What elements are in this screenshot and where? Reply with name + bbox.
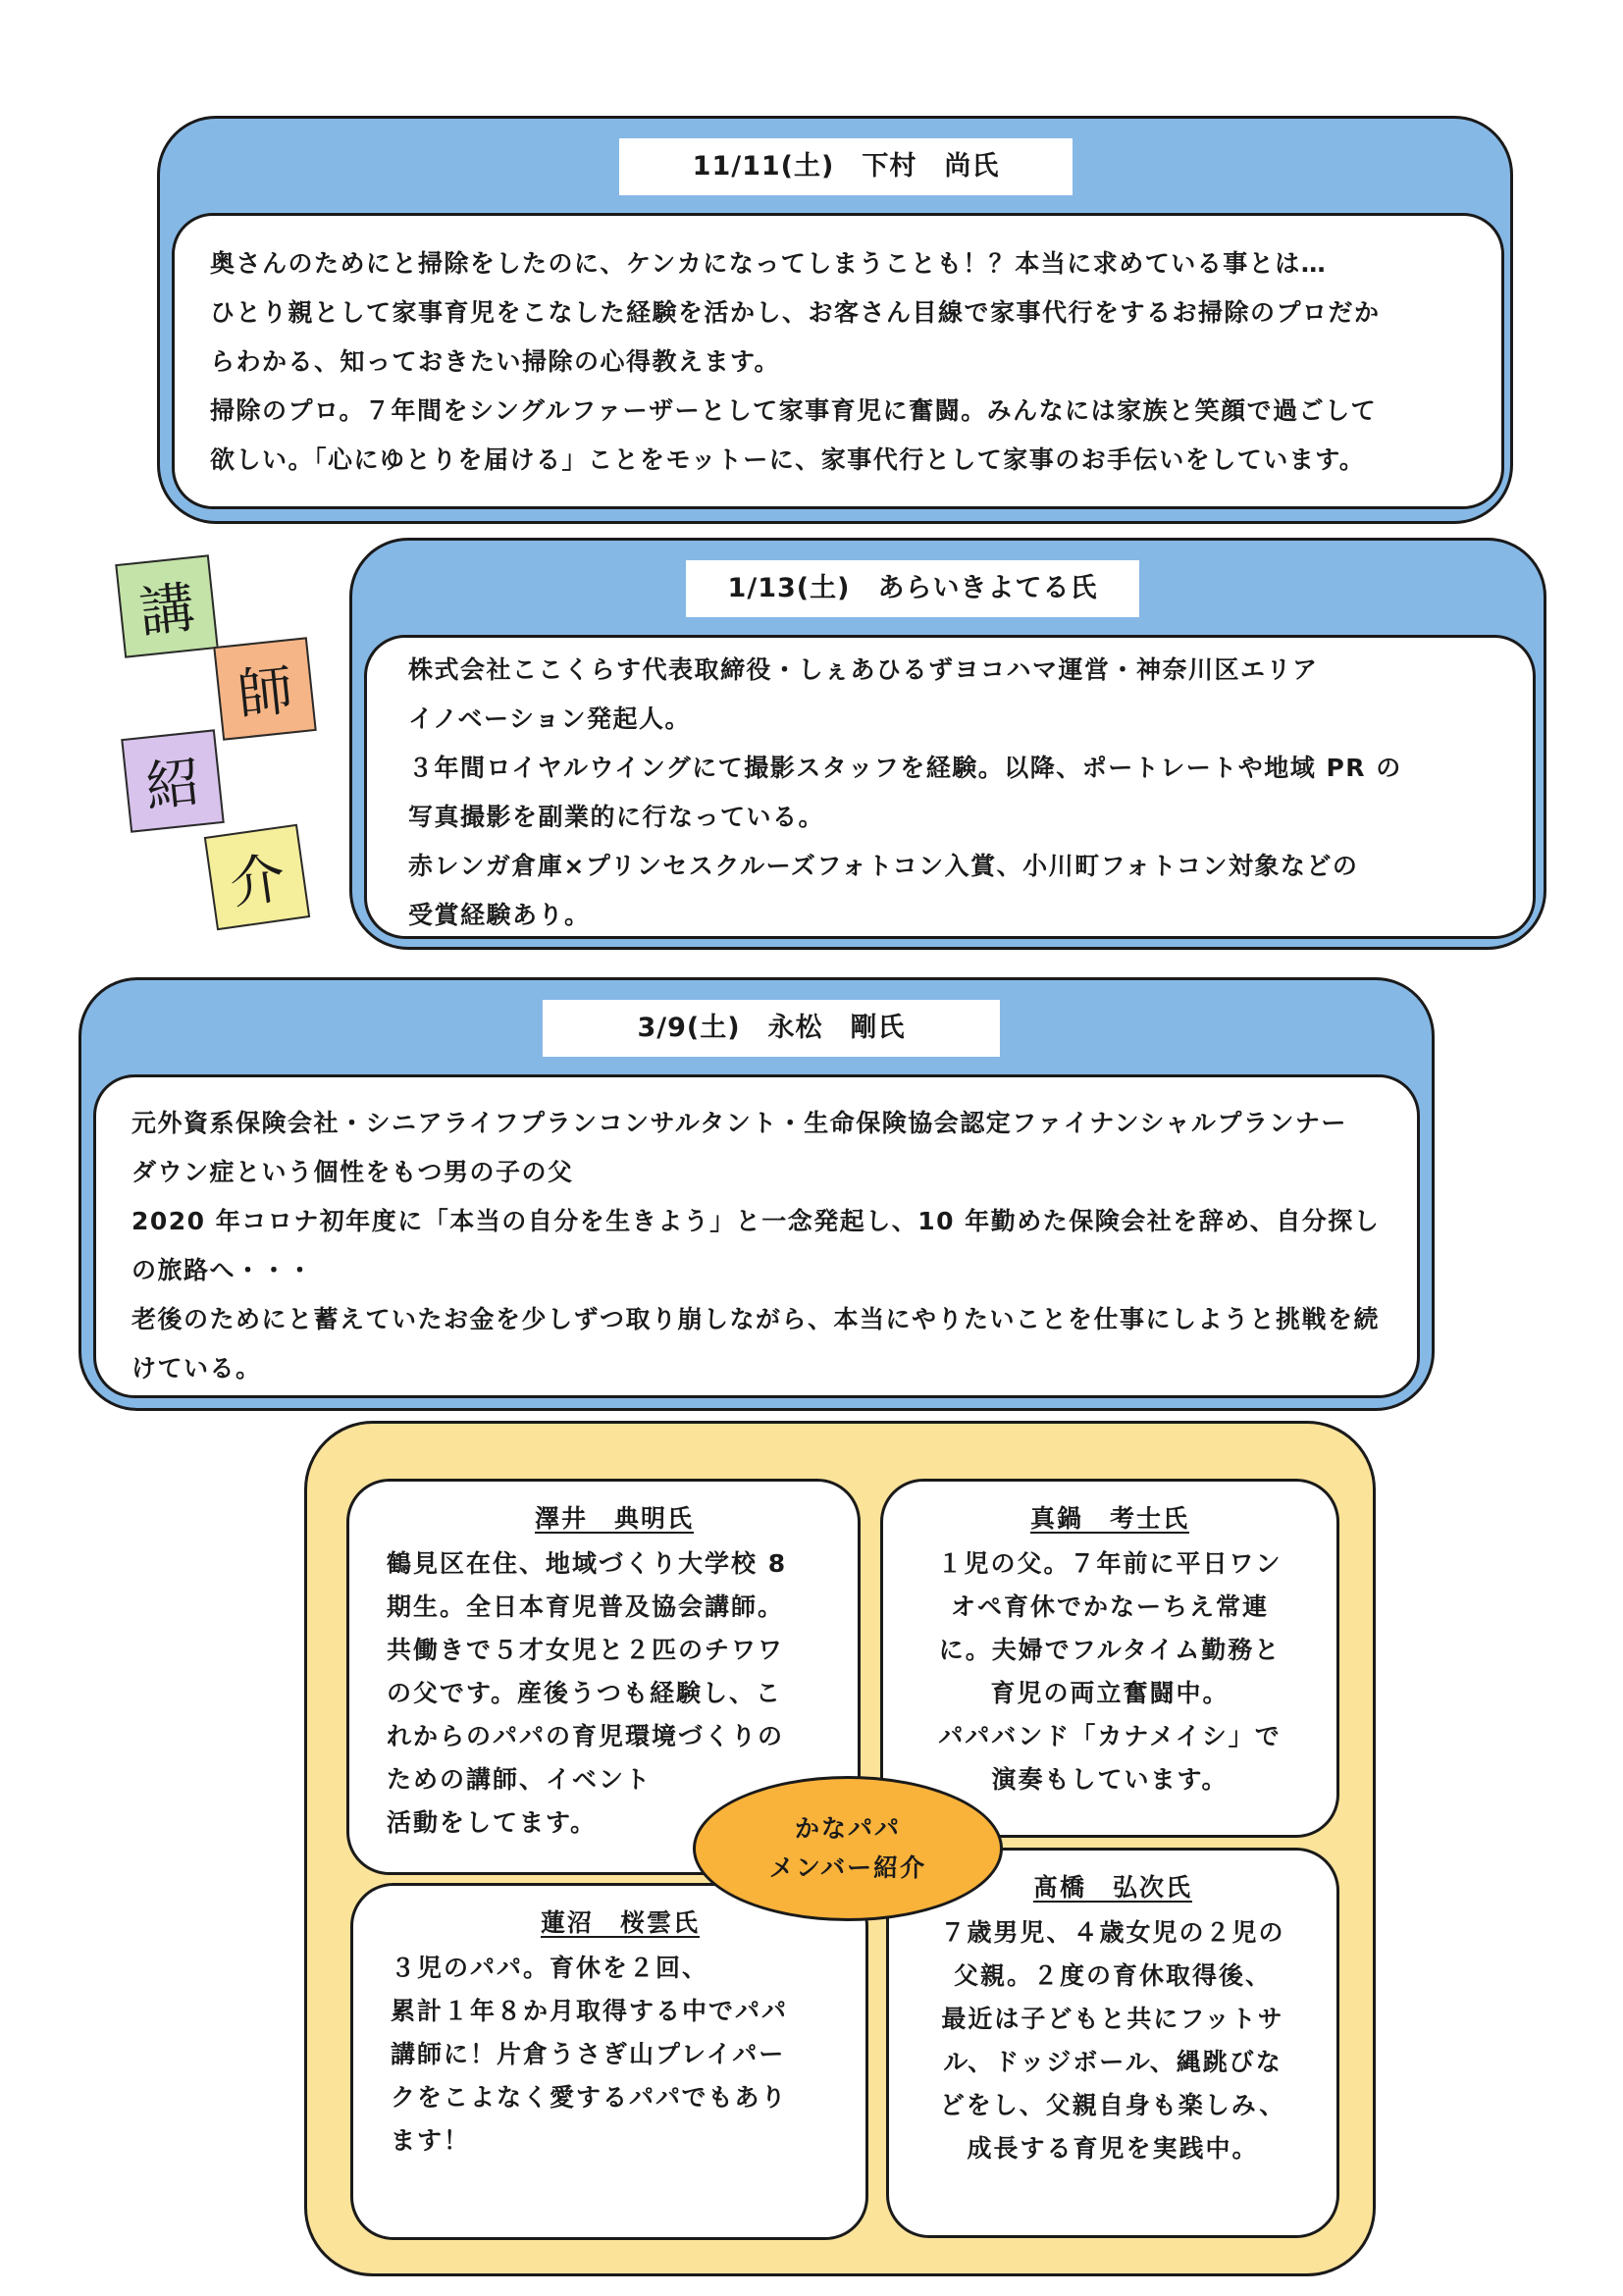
member-name: 真鍋 考士氏 bbox=[1029, 1504, 1189, 1533]
member-card-takahashi bbox=[886, 1848, 1339, 2238]
speaker-1-heading: 11/11(土) 下村 尚氏 bbox=[619, 138, 1073, 195]
bio-line: 老後のためにと蓄えていたお金を少しずつ取り崩しながら、本当にやりたいことを仕事にしようと挑戦を続 bbox=[131, 1305, 1381, 1333]
bio-line: けている。 bbox=[131, 1354, 262, 1383]
member-line: に。夫婦でフルタイム勤務と bbox=[938, 1636, 1282, 1664]
member-line: れからのパパの育児環境づくりの bbox=[387, 1722, 785, 1750]
bio-line: ３年間ロイヤルウイングにて撮影スタッフを経験。以降、ポートレートや地域 PR の bbox=[408, 754, 1402, 782]
member-line: 最近は子どもと共にフットサ bbox=[941, 2005, 1284, 2033]
member-line: どをし、父親自身も楽しみ、 bbox=[939, 2091, 1286, 2119]
speaker-panel-2 bbox=[349, 538, 1546, 950]
speaker-2-heading: 1/13(土) あらいきよてる氏 bbox=[686, 560, 1139, 617]
member-line: ７歳男児、４歳女児の２児の bbox=[940, 1918, 1285, 1947]
speaker-3-bio bbox=[93, 1074, 1420, 1398]
bio-line: らわかる、知っておきたい掃除の心得教えます。 bbox=[210, 347, 781, 376]
member-line: 期生。全日本育児普及協会講師。 bbox=[387, 1592, 785, 1621]
member-line: パパバンド「カナメイシ」で bbox=[938, 1722, 1282, 1750]
member-line: 鶴見区在住、地域づくり大学校 8 bbox=[387, 1549, 788, 1578]
bio-line: の旅路へ・・・ bbox=[131, 1256, 314, 1284]
member-line: 共働きで５才女児と２匹のチワワ bbox=[387, 1636, 785, 1664]
members-label-oval bbox=[693, 1776, 1003, 1921]
member-name: 澤井 典明氏 bbox=[534, 1504, 694, 1533]
speaker-panel-3 bbox=[79, 977, 1435, 1411]
member-line: 講師に！片倉うさぎ山プレイパー bbox=[391, 2040, 786, 2068]
title-tile-kai: 介 bbox=[204, 824, 310, 930]
bio-line: ダウン症という個性をもつ男の子の父 bbox=[131, 1158, 574, 1186]
bio-line: イノベーション発起人。 bbox=[408, 704, 692, 733]
member-card-hasunuma bbox=[350, 1883, 868, 2240]
bio-line: 元外資系保険会社・シニアライフプランコンサルタント・生命保険協会認定ファイナンシャルプランナー bbox=[131, 1109, 1347, 1137]
bio-line: 写真撮影を副業的に行なっている。 bbox=[408, 803, 825, 831]
title-tile-ko: 講 bbox=[115, 554, 219, 658]
member-line: の父です。産後うつも経験し、こ bbox=[387, 1679, 783, 1707]
bio-line: 欲しい。「心にゆとりを届ける」ことをモットーに、家事代行として家事のお手伝いをしています。 bbox=[210, 445, 1366, 474]
members-label-line-2: メンバー紹介 bbox=[768, 1853, 927, 1882]
member-name: 蓮沼 桜雲氏 bbox=[540, 1908, 700, 1937]
members-label-line-1: かなパパ bbox=[794, 1814, 901, 1843]
member-line: クをこよなく愛するパパでもあり bbox=[391, 2083, 788, 2112]
member-line: 成長する育児を実践中。 bbox=[967, 2134, 1259, 2163]
member-line: 活動をしてます。 bbox=[387, 1808, 598, 1837]
member-line: オペ育休でかなーちえ常連 bbox=[950, 1592, 1269, 1621]
title-tile-shi: 師 bbox=[213, 637, 317, 741]
bio-line: 株式会社ここくらす代表取締役・しぇあひるずヨコハマ運営・神奈川区エリア bbox=[408, 655, 1319, 684]
bio-line: ひとり親として家事育児をこなした経験を活かし、お客さん目線で家事代行をするお掃除のプロだか bbox=[210, 298, 1381, 327]
member-line: 育児の両立奮闘中。 bbox=[990, 1679, 1230, 1707]
member-line: ３児のパパ。育休を２回、 bbox=[391, 1954, 709, 1982]
member-line: １児の父。７年前に平日ワン bbox=[937, 1549, 1283, 1578]
bio-line: 奥さんのためにと掃除をしたのに、ケンカになってしまうことも！？本当に求めている事とは… bbox=[210, 249, 1328, 278]
member-line: 累計１年８か月取得する中でパパ bbox=[391, 1997, 789, 2025]
bio-line: 2020 年コロナ初年度に「本当の自分を生きよう」と一念発起し、10 年勤めた保険会社を辞め、自分探し bbox=[131, 1207, 1381, 1235]
speaker-panel-1 bbox=[157, 116, 1513, 524]
bio-line: 赤レンガ倉庫×プリンセスクルーズフォトコン入賞、小川町フォトコン対象などの bbox=[408, 852, 1359, 880]
bio-line: 掃除のプロ。７年間をシングルファーザーとして家事育児に奮闘。みんなには家族と笑顔で過ごして bbox=[210, 396, 1378, 425]
speaker-3-heading: 3/9(土) 永松 剛氏 bbox=[543, 1000, 1000, 1057]
bio-line: 受賞経験あり。 bbox=[408, 901, 591, 929]
member-line: ための講師、イベント bbox=[387, 1765, 653, 1794]
member-name: 髙橋 弘次氏 bbox=[1032, 1873, 1192, 1902]
member-card-manabe bbox=[880, 1479, 1339, 1838]
member-line: ます！ bbox=[391, 2126, 471, 2155]
member-line: 父親。２度の育休取得後、 bbox=[953, 1961, 1272, 1990]
speaker-2-bio bbox=[364, 635, 1536, 939]
title-tile-sho: 紹 bbox=[121, 729, 225, 833]
member-line: 演奏もしています。 bbox=[991, 1765, 1229, 1794]
member-line: ル、ドッジボール、縄跳びな bbox=[943, 2048, 1283, 2076]
speaker-1-bio bbox=[172, 213, 1504, 509]
